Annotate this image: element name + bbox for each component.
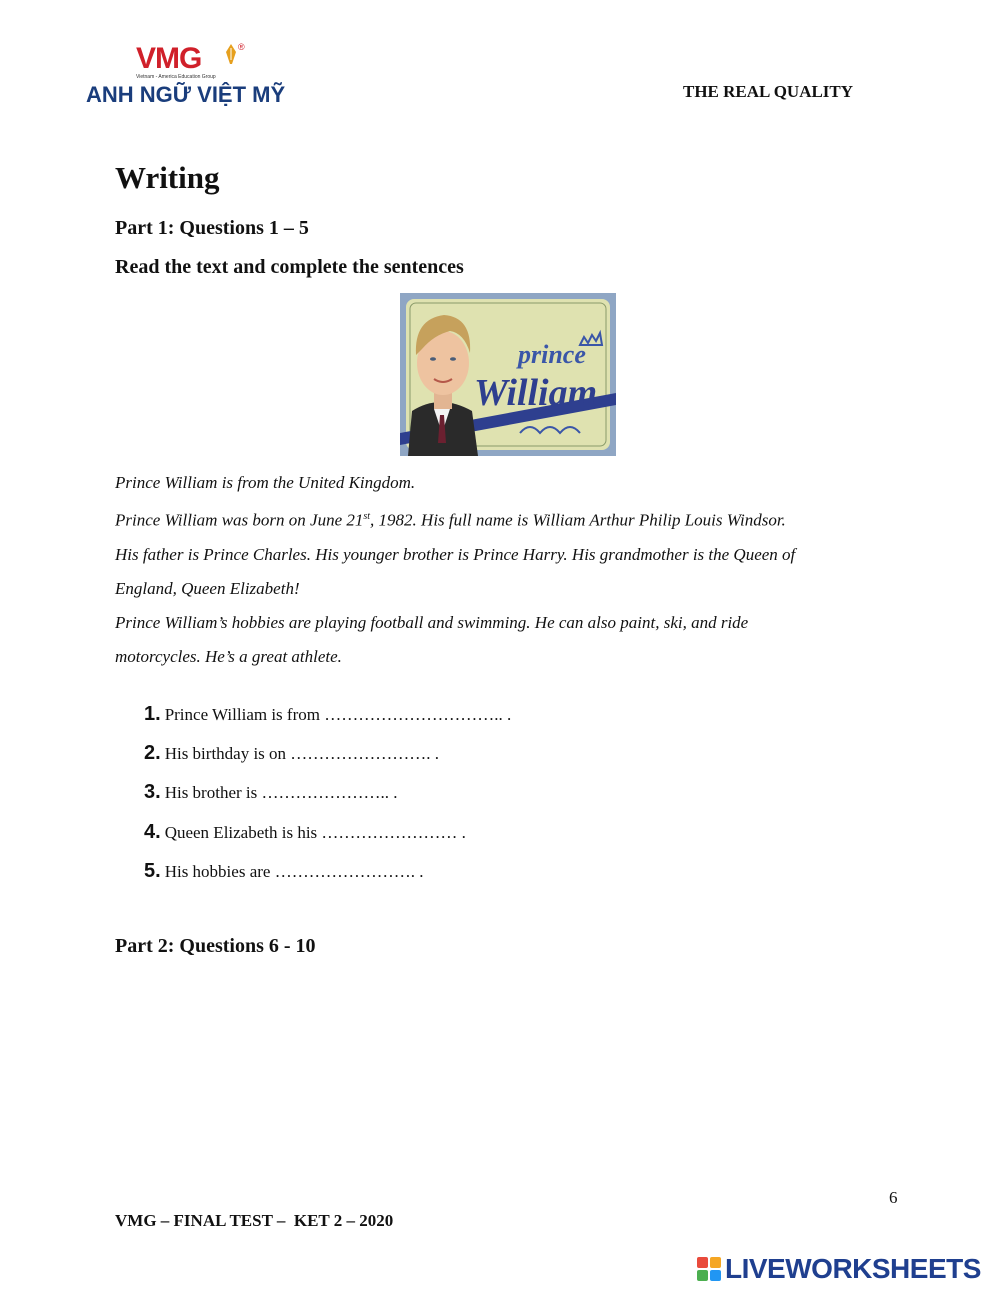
question-list: [144, 703, 511, 899]
question-text[interactable]: Prince William is from ………………………….. .: [164, 705, 512, 724]
passage-line: motorcycles. He’s a great athlete.: [115, 646, 342, 666]
photo-caption-prince: prince: [518, 340, 586, 369]
question-item: 4. Queen Elizabeth is his …………………… .: [144, 820, 466, 843]
header-tagline: THE REAL QUALITY: [683, 82, 854, 101]
question-item: 3. His brother is ………………….. .: [144, 781, 398, 804]
question-item: 1. Prince William is from ………………………….. .: [144, 703, 512, 725]
question-item: 2. His birthday is on ……………………. .: [144, 742, 440, 765]
passage-line: His father is Prince Charles. His younger brother is Prince Harry. His grandmother is the Queen of: [115, 544, 796, 564]
part1-instruction: Read the text and complete the sentences: [115, 256, 464, 278]
prince-william-photo: [400, 293, 616, 456]
pen-nib-icon: [226, 44, 236, 64]
question-text[interactable]: His brother is ………………….. .: [164, 783, 398, 803]
question-text[interactable]: His birthday is on ……………………. .: [164, 744, 440, 764]
liveworksheets-text: LIVEWORKSHEETS: [725, 1253, 981, 1284]
logo-brand: VMG: [136, 42, 202, 75]
part2-title: Part 2: Questions 6 - 10: [115, 935, 316, 957]
logo-name: ANH NGỮ VIỆT MỸ: [86, 82, 286, 107]
page-footer: VMG – FINAL TEST – KET 2 – 2020: [115, 1211, 394, 1230]
liveworksheets-icon: [697, 1257, 721, 1281]
registered-mark: ®: [238, 42, 245, 52]
part1-title: Part 1: Questions 1 – 5: [115, 217, 309, 239]
section-title: Writing: [115, 160, 220, 195]
page-number: 6: [889, 1188, 898, 1207]
question-item: 5. His hobbies are ……………………. .: [144, 859, 424, 882]
liveworksheets-logo[interactable]: [697, 1253, 997, 1285]
passage-line: England, Queen Elizabeth!: [115, 578, 300, 598]
logo-subtitle: Vietnam - America Education Group: [136, 74, 216, 80]
passage-line: Prince William’s hobbies are playing football and swimming. He can also paint, ski, and ride: [115, 612, 749, 632]
passage-line: Prince William is from the United Kingdom.: [115, 473, 416, 492]
vmg-logo: [86, 40, 296, 112]
question-text[interactable]: Queen Elizabeth is his …………………… .: [164, 822, 466, 842]
photo-caption-william: William: [474, 372, 598, 414]
reading-passage: [115, 466, 915, 674]
passage-line: Prince William was born on June 21st, 1982. His full name is William Arthur Philip Louis Windsor.: [115, 510, 786, 530]
question-text[interactable]: His hobbies are ……………………. .: [164, 861, 424, 881]
